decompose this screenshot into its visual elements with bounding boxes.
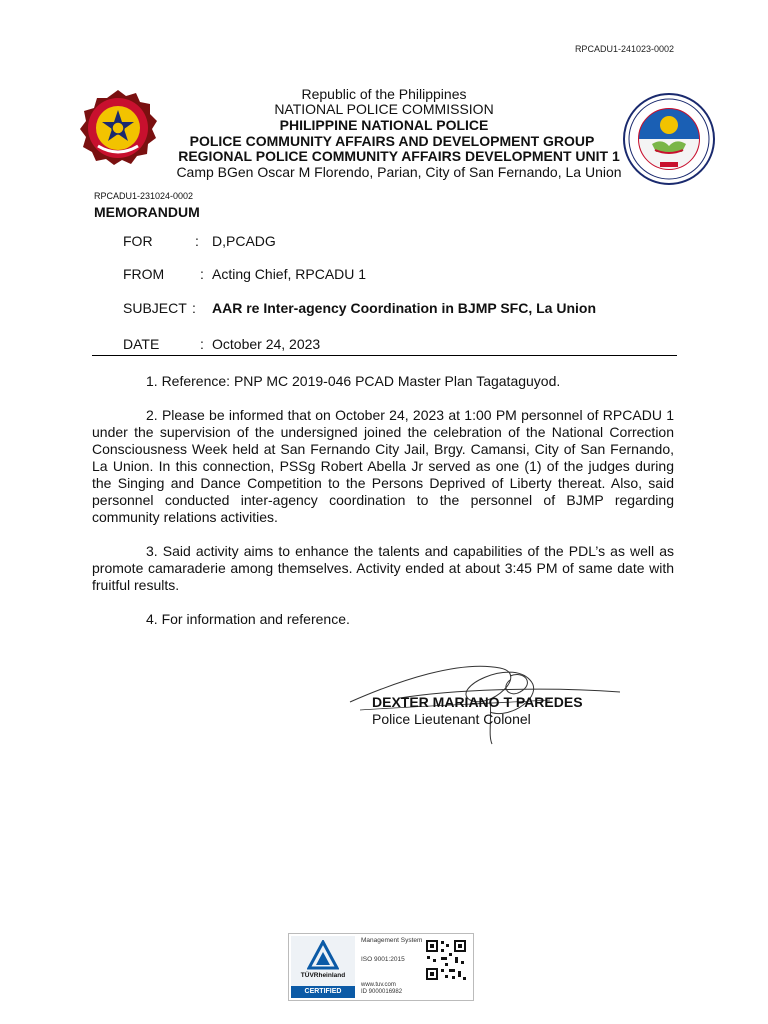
memo-reference-number: RPCADU1-231024-0002 xyxy=(94,191,194,201)
memo-date-row xyxy=(123,336,321,352)
from-colon: : xyxy=(200,266,204,282)
for-colon: : xyxy=(195,233,199,249)
header-pcadg: POLICE COMMUNITY AFFAIRS AND DEVELOPMENT GROUP xyxy=(189,133,595,149)
subject-value: AAR re Inter-agency Coordination in BJMP SFC, La Union xyxy=(212,300,596,316)
memo-from-row xyxy=(123,266,367,282)
date-value: October 24, 2023 xyxy=(212,336,321,352)
memo-for-row xyxy=(123,233,276,249)
tuv-triangle-icon xyxy=(307,940,339,970)
header-address: Camp BGen Oscar M Florendo, Parian, City of San Fernando, La Union xyxy=(176,164,622,180)
control-number: RPCADU1-241023-0002 xyxy=(574,44,674,54)
paragraph-2: 2. Please be informed that on October 24, 2023 at 1:00 PM personnel of RPCADU 1 under the supervision of the undersigned joined the celebration of the National Correction Consciousness Week held at San Fernando City Jail, Brgy. Camansi, City of San Fernando, La Union. In this connection, PSSg Robert Abella Jr served as one (1) of the judges during the Singing and Dance Competition to the Persons Deprived of Liberty thereat. Also, said personnel conducted inter-agency coordination to the personnel of BJMP regarding community relations activities. xyxy=(92,407,674,525)
cert-id: ID 9000016982 xyxy=(361,989,403,995)
header-napolcom: NATIONAL POLICE COMMISSION xyxy=(274,101,494,117)
for-label: FOR xyxy=(123,233,153,249)
qr-code-icon xyxy=(425,939,467,981)
iso-standard: ISO 9001:2015 xyxy=(361,956,405,963)
paragraph-1: 1. Reference: PNP MC 2019-046 PCAD Master Plan Tagataguyod. xyxy=(146,373,561,389)
certification-badge xyxy=(288,933,474,1001)
tuv-brand: TÜVRheinland xyxy=(300,972,346,979)
subject-colon: : xyxy=(192,300,196,316)
from-value: Acting Chief, RPCADU 1 xyxy=(212,266,367,282)
header-pnp: PHILIPPINE NATIONAL POLICE xyxy=(279,117,489,133)
cert-url: www.tuv.com xyxy=(361,982,396,988)
signatory-name: DEXTER MARIANO T PAREDES xyxy=(372,694,583,710)
memo-subject-row xyxy=(123,300,596,316)
date-label: DATE xyxy=(123,336,160,352)
for-value: D,PCADG xyxy=(212,233,276,249)
certified-label: CERTIFIED xyxy=(291,986,355,998)
paragraph-3: 3. Said activity aims to enhance the talents and capabilities of the PDL’s as well as promote camaraderie among themselves. Activity ended at about 3:45 PM of same date with fruitful results. xyxy=(92,543,674,593)
cert-website xyxy=(361,982,402,996)
management-system-text: Management System xyxy=(361,937,423,944)
header-rpcadu: REGIONAL POLICE COMMUNITY AFFAIRS DEVELOPMENT UNIT 1 xyxy=(178,148,620,164)
paragraph-4: 4. For information and reference. xyxy=(146,611,350,627)
from-label: FROM xyxy=(123,266,165,282)
memo-title: MEMORANDUM xyxy=(94,204,200,220)
date-colon: : xyxy=(200,336,204,352)
subject-label: SUBJECT xyxy=(123,300,187,316)
header-divider xyxy=(92,355,677,356)
tuv-badge xyxy=(291,936,355,998)
signatory-rank: Police Lieutenant Colonel xyxy=(372,711,531,727)
header-republic: Republic of the Philippines xyxy=(301,86,467,102)
